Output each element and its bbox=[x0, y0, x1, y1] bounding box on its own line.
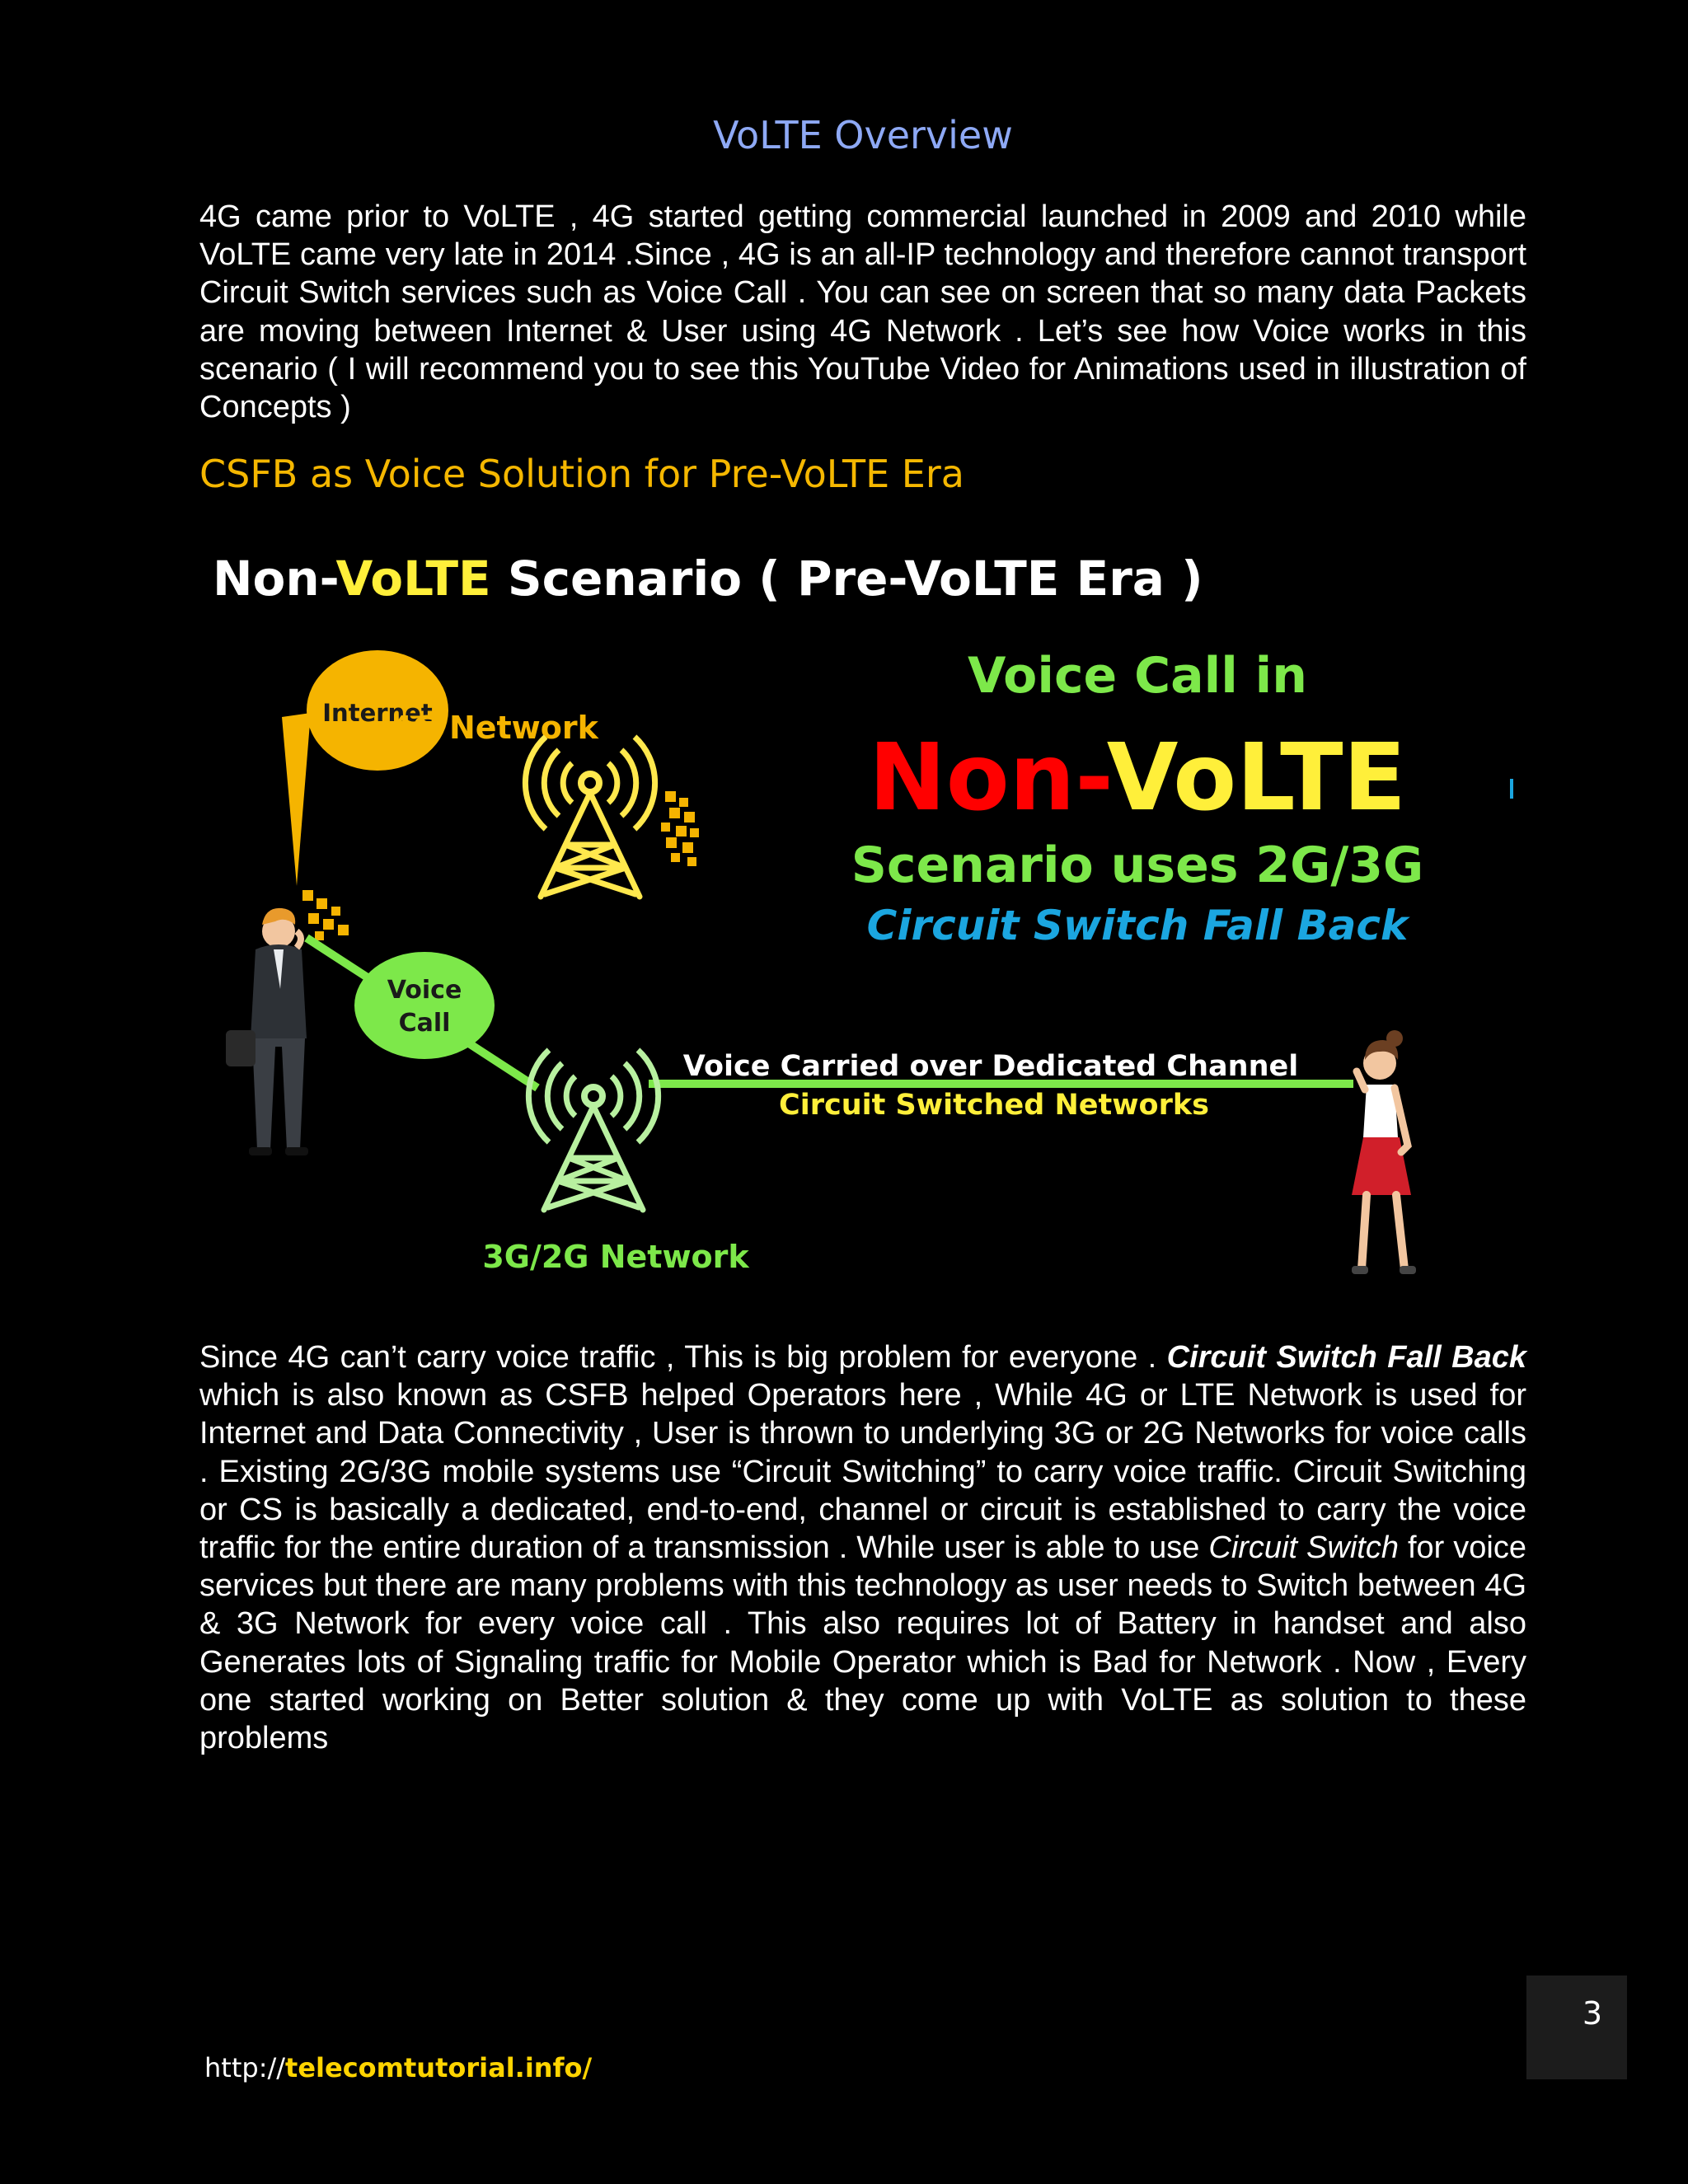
voice-call-label-line2: Call bbox=[398, 1009, 451, 1038]
tower-3g2g-icon bbox=[528, 1050, 658, 1210]
caption-line4: Circuit Switch Fall Back bbox=[866, 902, 1409, 949]
businessman-icon bbox=[226, 908, 308, 1155]
intro-paragraph: 4G came prior to VoLTE , 4G started getting commercial launched in 2009 and 2010 while VoLTE came very late in 2014 .Since , 4G is an all-IP technology and therefore cannot transport Circuit Switch services such as Voice Call . You can see on screen that so many data Packets are moving between Internet & User using 4G Network . Let’s see how Voice works in this scenario ( I will recommend you to see this YouTube Video for Animations used in illustration of Concepts ) bbox=[199, 199, 1526, 425]
section-heading: CSFB as Voice Solution for Pre-VoLTE Era bbox=[199, 452, 964, 496]
page-title: VoLTE Overview bbox=[713, 113, 1013, 157]
page-number-box bbox=[1526, 1975, 1627, 2079]
network-3g2g-label: 3G/2G Network bbox=[482, 1239, 749, 1275]
csfb-diagram bbox=[199, 544, 1526, 1302]
internet-label: Internet bbox=[322, 699, 433, 727]
voice-call-label-line1: Voice bbox=[387, 976, 462, 1005]
tower-4g-icon bbox=[525, 737, 654, 897]
diagram-heading-post: Scenario ( Pre-VoLTE Era ) bbox=[490, 551, 1203, 607]
caption-volte: VoLTE bbox=[1106, 724, 1406, 832]
body-text-2: which is also known as CSFB helped Operators here , While 4G or LTE Network is used for Internet and Data Connectivity , User is thrown to underlying 3G or 2G Networks for voice calls . Existing 2G/3G mobile systems use “Circuit Switching” to carry voice traffic. Circuit Switching or CS is basically a dedicated, end-to-end, channel or circuit is established to carry the voice traffic for the entire duration of a transmission . While user is able to use bbox=[199, 1378, 1526, 1566]
data-packets-icon bbox=[302, 890, 349, 940]
data-packets-4g-icon bbox=[661, 791, 699, 866]
caption-line1: Voice Call in bbox=[968, 647, 1307, 705]
body-emphasis-circuit-switch: Circuit Switch bbox=[1208, 1530, 1399, 1566]
woman-icon bbox=[1352, 1030, 1416, 1274]
channel-sublabel: Circuit Switched Networks bbox=[779, 1089, 1209, 1122]
body-text-1: Since 4G can’t carry voice traffic , This is big problem for everyone . bbox=[199, 1340, 1167, 1375]
diagram-heading-pre: Non- bbox=[213, 551, 336, 607]
body-paragraph bbox=[199, 1338, 1526, 1757]
caption-non: Non- bbox=[869, 724, 1107, 832]
body-text-3: for voice services but there are many problems with this technology as user needs to Switch between 4G & 3G Network for every voice call . This also requires lot of Battery in handset and also Generates lots of Signaling traffic for Mobile Operator which is Bad for Network . Now , Every one started working on Better solution & they come up with VoLTE as solution to these problems bbox=[199, 1530, 1527, 1756]
footer-link-host: telecomtutorial.info/ bbox=[285, 2052, 593, 2083]
edge-marker bbox=[1510, 779, 1513, 799]
svg-text:Non-VoLTE Scenario ( Pre-VoLTE bbox=[213, 551, 1203, 607]
network-4g-label: 4G Network bbox=[391, 710, 598, 746]
svg-text:Non-VoLTE bbox=[869, 724, 1406, 832]
footer-link[interactable] bbox=[204, 2052, 592, 2083]
body-emphasis-csfb: Circuit Switch Fall Back bbox=[1166, 1340, 1527, 1375]
voice-call-bubble bbox=[354, 952, 495, 1059]
page-number: 3 bbox=[1582, 1995, 1602, 2032]
diagram-heading-volte: VoLTE bbox=[335, 551, 491, 607]
internet-bubble-tail bbox=[282, 713, 311, 886]
channel-label: Voice Carried over Dedicated Channel bbox=[682, 1050, 1299, 1083]
caption-line3: Scenario uses 2G/3G bbox=[851, 837, 1424, 894]
footer-link-prefix: http:// bbox=[204, 2052, 286, 2083]
